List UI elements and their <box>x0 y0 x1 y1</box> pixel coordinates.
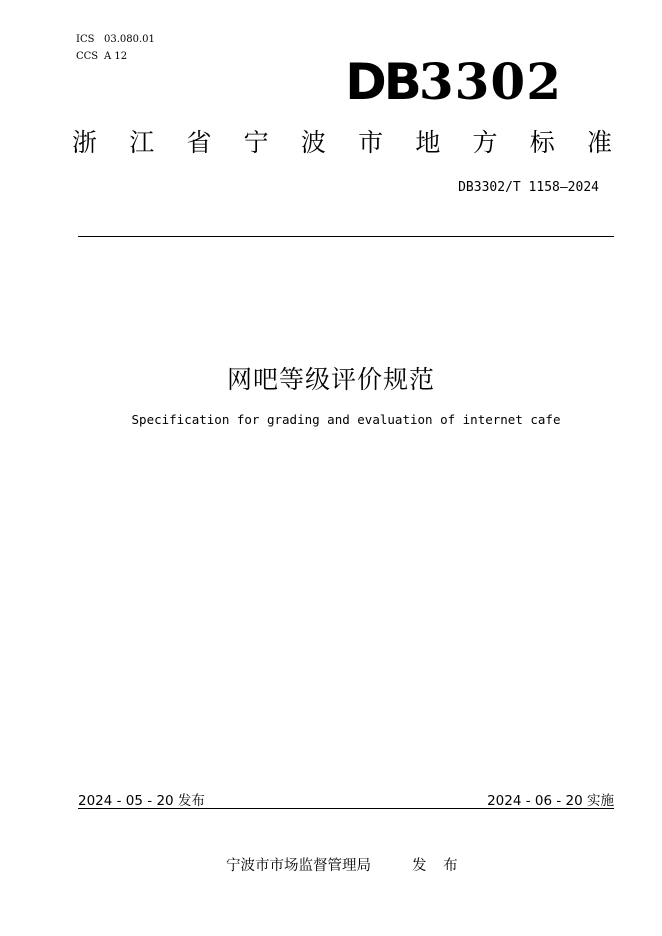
db-prefix: DB <box>345 53 419 111</box>
standard-type-char: 宁 <box>243 128 269 157</box>
publish-date: 2024 - 05 - 20 发布 <box>78 793 205 809</box>
ics-label: ICS <box>76 34 95 45</box>
ics-line <box>76 31 155 48</box>
top-divider <box>78 236 614 237</box>
standard-type-char: 市 <box>358 128 384 157</box>
standard-type-char: 准 <box>586 128 612 157</box>
ics-code: 03.080.01 <box>104 34 155 45</box>
classification-codes <box>76 31 155 65</box>
standard-code-logo <box>345 54 562 110</box>
standard-number: DB3302/T 1158—2024 <box>458 180 599 195</box>
standard-type-char: 波 <box>300 128 326 157</box>
bottom-divider <box>78 808 614 809</box>
ccs-line <box>76 48 155 65</box>
standard-type-char: 江 <box>129 128 155 157</box>
issue-label: 发 布 <box>412 858 464 874</box>
implement-date: 2024 - 06 - 20 实施 <box>487 793 614 809</box>
ccs-label: CCS <box>76 51 99 62</box>
document-title-cn: 网吧等级评价规范 <box>226 365 435 394</box>
document-title-en: Specification for grading and evaluation of internet cafe <box>131 412 561 427</box>
standard-type-char: 地 <box>415 128 441 157</box>
standard-type-char: 方 <box>472 128 498 157</box>
issuing-authority: 宁波市市场监督管理局 <box>226 858 371 874</box>
ccs-code: A 12 <box>104 51 128 62</box>
db-region: 3302 <box>418 52 562 111</box>
standard-type-heading <box>72 126 612 160</box>
standard-type-char: 标 <box>529 128 555 157</box>
standard-type-char: 浙 <box>72 128 98 157</box>
standard-type-char: 省 <box>186 128 212 157</box>
